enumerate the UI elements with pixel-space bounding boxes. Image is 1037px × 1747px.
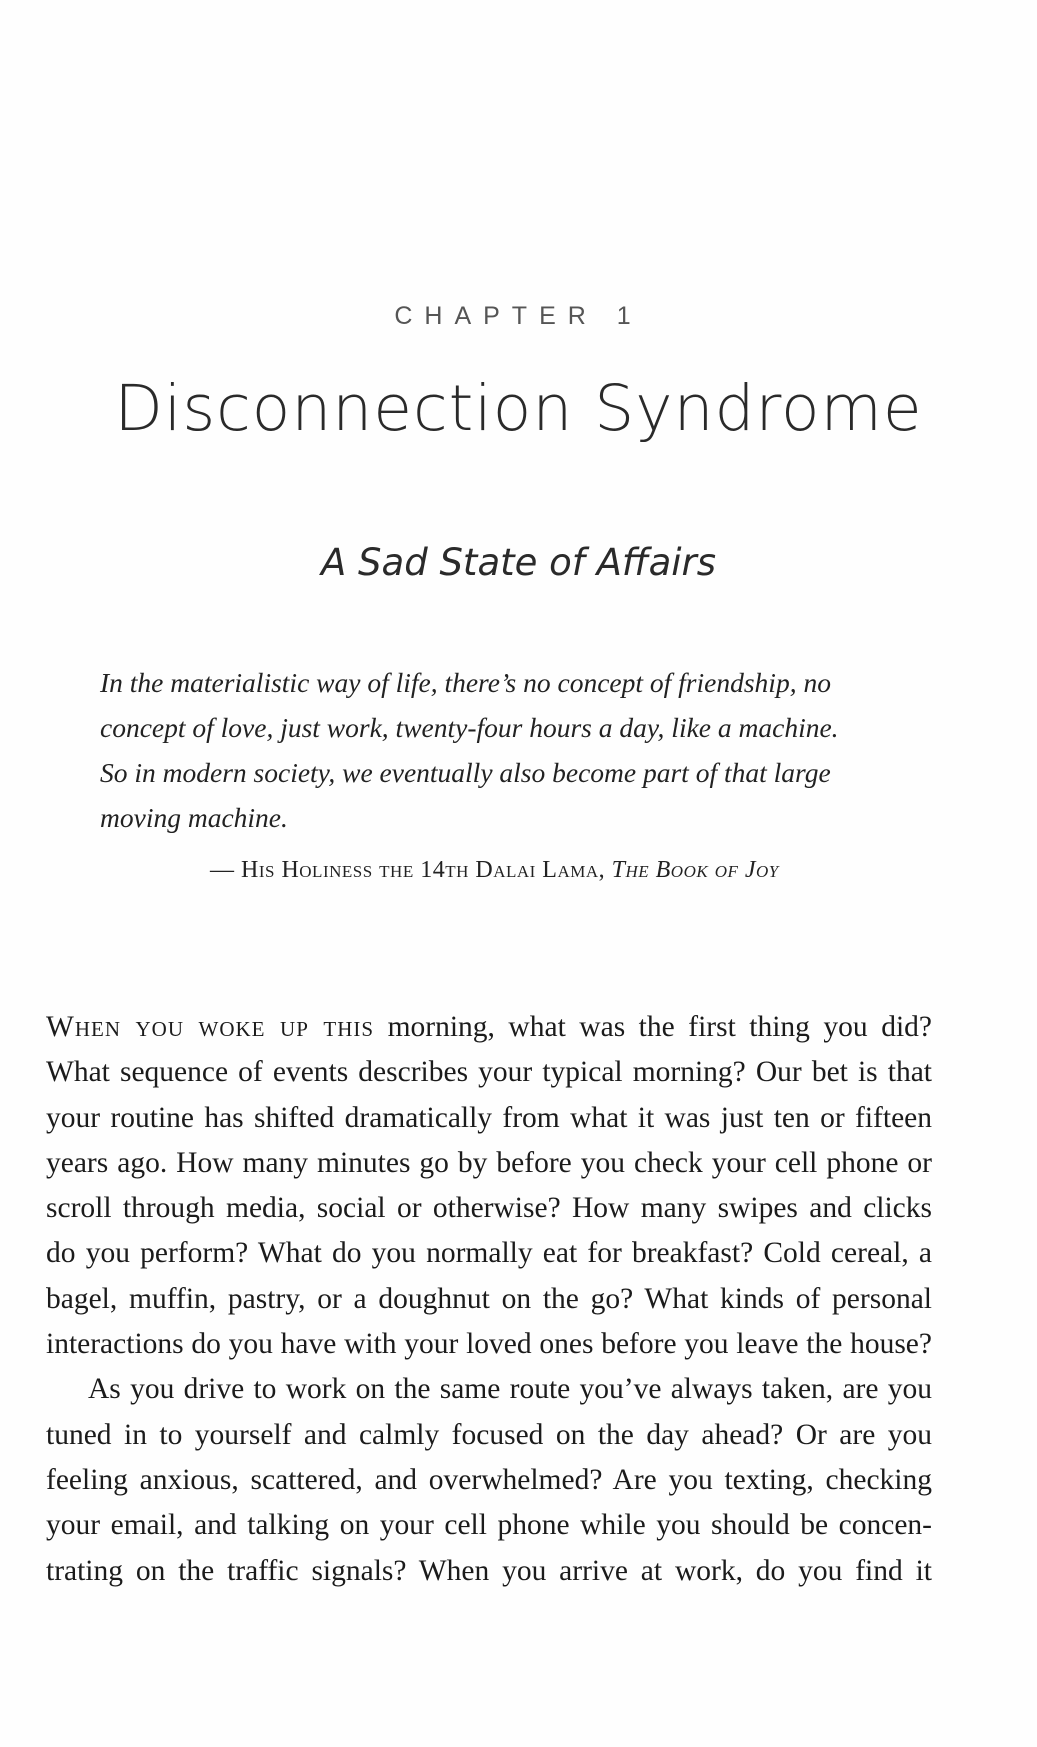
chapter-body xyxy=(46,1005,932,1594)
body-line: bagel, muffin, pastry, or a doughnut on the go? What kinds of personal xyxy=(46,1282,932,1315)
body-line: your routine has shifted dramatically from what it was just ten or fifteen xyxy=(46,1101,932,1134)
body-line xyxy=(46,1005,932,1050)
epigraph-quote xyxy=(100,660,900,840)
section-title: A Sad State of Affairs xyxy=(320,541,717,584)
body-line: trating on the traffic signals? When you arrive at work, do you find it xyxy=(46,1554,932,1587)
body-line: interactions do you have with your loved ones before you leave the house? xyxy=(46,1328,932,1361)
body-line: As you drive to work on the same route you’ve always taken, are you xyxy=(88,1373,932,1406)
epigraph-line: concept of love, just work, twenty-four hours a day, like a machine. xyxy=(100,712,839,743)
body-line: your email, and talking on your cell phone while you should be concen- xyxy=(46,1509,932,1542)
body-line: tuned in to yourself and calmly focused on the day ahead? Or are you xyxy=(46,1418,932,1451)
body-line: feeling anxious, scattered, and overwhelmed? Are you texting, checking xyxy=(46,1463,932,1496)
attribution-book-title: The Book of Joy xyxy=(611,857,779,883)
lead-in-small-caps: When you woke up this xyxy=(46,1011,375,1043)
body-line: years ago. How many minutes go by before you check your cell phone or xyxy=(46,1146,932,1179)
chapter-title: Disconnection Syndrome xyxy=(114,372,923,445)
body-paragraph-2 xyxy=(46,1367,932,1593)
body-line: What sequence of events describes your typical morning? Our bet is that xyxy=(46,1056,932,1089)
body-line: scroll through media, social or otherwise? How many swipes and clicks xyxy=(46,1192,932,1225)
body-paragraph-1 xyxy=(46,1005,932,1367)
epigraph-line: So in modern society, we eventually also become part of that large xyxy=(100,757,831,788)
epigraph-line: moving machine. xyxy=(100,802,288,833)
body-line: do you perform? What do you normally eat for breakfast? Cold cereal, a xyxy=(46,1237,932,1270)
body-line-rest: morning, what was the first thing you did? xyxy=(374,1011,932,1043)
epigraph-attribution xyxy=(210,857,910,884)
attribution-author: — His Holiness the 14th Dalai Lama, xyxy=(210,857,606,883)
chapter-label: CHAPTER 1 xyxy=(394,302,643,330)
epigraph-line: In the materialistic way of life, there’s no concept of friendship, no xyxy=(100,667,831,698)
